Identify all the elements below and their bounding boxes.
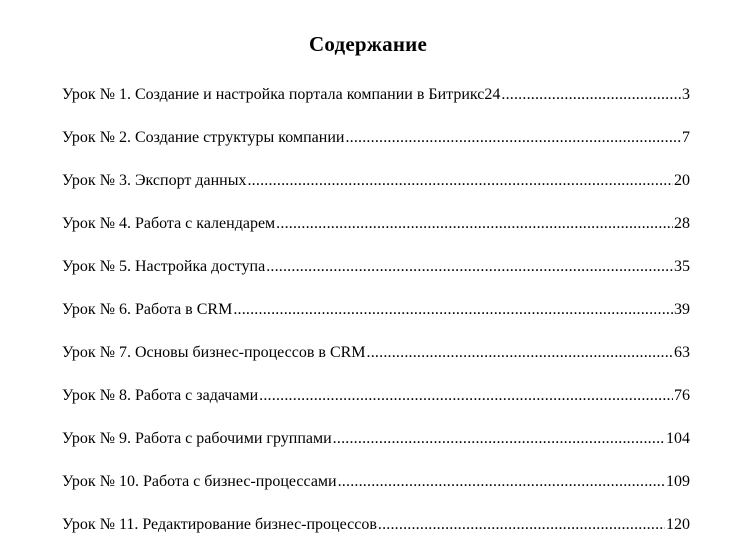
toc-entry-5[interactable]: [62, 257, 690, 300]
toc-entry-title: Урок № 11. Редактирование бизнес-процессов: [62, 516, 377, 533]
page-title: Содержание: [309, 32, 427, 57]
toc-entry-title: Урок № 5. Настройка доступа: [62, 258, 266, 275]
toc-entry-8[interactable]: [62, 386, 690, 429]
toc-entry-2[interactable]: [62, 128, 690, 171]
toc-page-number: 104: [666, 430, 690, 447]
dot-leader: [378, 515, 665, 535]
toc-page-number: 109: [666, 473, 690, 490]
toc-entry-9[interactable]: [62, 429, 690, 472]
toc-page-number: 20: [674, 172, 690, 189]
dot-leader: [233, 300, 673, 320]
toc-entry-4[interactable]: [62, 214, 690, 257]
toc-entry-3[interactable]: [62, 171, 690, 214]
toc-entry-title: Урок № 8. Работа с задачами: [62, 387, 259, 404]
dot-leader: [367, 343, 673, 363]
dot-leader: [333, 429, 665, 449]
toc-page-number: 35: [674, 258, 690, 275]
toc-entry-10[interactable]: [62, 472, 690, 515]
dot-leader: [501, 85, 681, 105]
toc-page-number: 63: [674, 344, 690, 361]
toc-page-number: 3: [682, 86, 690, 103]
toc-entry-11[interactable]: [62, 515, 690, 558]
toc-entry-title: Урок № 3. Экспорт данных: [62, 172, 247, 189]
toc-page-number: 7: [682, 129, 690, 146]
toc-entry-6[interactable]: [62, 300, 690, 343]
toc-page-number: 76: [674, 387, 690, 404]
toc-entry-7[interactable]: [62, 343, 690, 386]
table-of-contents: [62, 85, 690, 558]
dot-leader: [338, 472, 665, 492]
toc-entry-title: Урок № 6. Работа в CRM: [62, 301, 233, 318]
toc-entry-title: Урок № 10. Работа с бизнес-процессами: [62, 473, 337, 490]
dot-leader: [247, 171, 673, 191]
toc-page-number: 39: [674, 301, 690, 318]
toc-page-number: 28: [674, 215, 690, 232]
toc-entry-title: Урок № 9. Работа с рабочими группами: [62, 430, 332, 447]
dot-leader: [266, 257, 673, 277]
dot-leader: [276, 214, 673, 234]
toc-page-number: 120: [666, 516, 690, 533]
toc-entry-title: Урок № 2. Создание структуры компании: [62, 129, 345, 146]
toc-entry-1[interactable]: [62, 85, 690, 128]
toc-entry-title: Урок № 1. Создание и настройка портала компании в Битрикс24: [62, 86, 501, 103]
dot-leader: [345, 128, 681, 148]
dot-leader: [259, 386, 673, 406]
toc-entry-title: Урок № 7. Основы бизнес-процессов в CRM: [62, 344, 366, 361]
toc-entry-title: Урок № 4. Работа с календарем: [62, 215, 276, 232]
